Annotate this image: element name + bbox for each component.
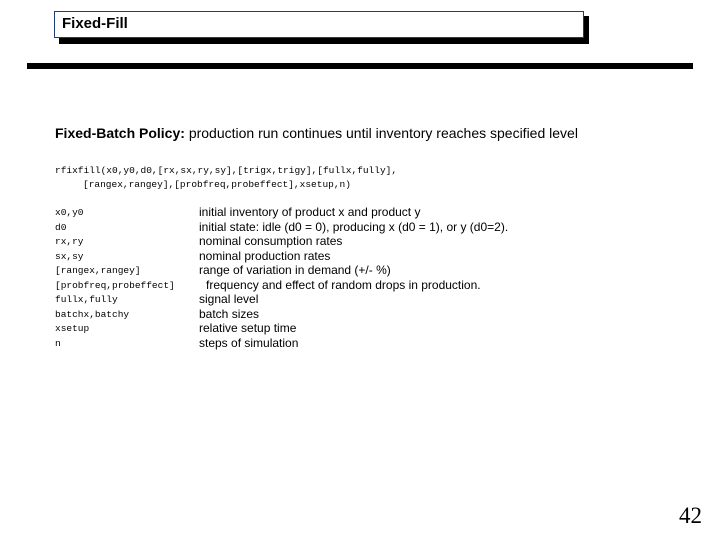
param-name: [rangex,rangey] xyxy=(55,265,141,276)
param-row xyxy=(55,321,695,336)
param-name: rx,ry xyxy=(55,236,84,247)
param-row xyxy=(55,307,695,322)
param-row xyxy=(55,278,695,293)
signature-line-2: [rangex,rangey],[probfreq,probeffect],xsetup,n) xyxy=(83,179,351,190)
page-number: 42 xyxy=(679,503,702,528)
param-row xyxy=(55,263,695,278)
param-desc: nominal production rates xyxy=(199,248,331,263)
param-row xyxy=(55,292,695,307)
slide-title: Fixed-Fill xyxy=(62,15,128,32)
param-name: fullx,fully xyxy=(55,294,118,305)
param-name: [probfreq,probeffect] xyxy=(55,279,175,291)
policy-text: production run continues until inventory reaches specified level xyxy=(188,125,578,141)
param-desc: initial inventory of product x and product y xyxy=(199,205,421,219)
param-name: batchx,batchy xyxy=(55,308,130,320)
policy-label: Fixed-Batch Policy: xyxy=(55,125,185,141)
param-desc: frequency and effect of random drops in production. xyxy=(206,277,481,292)
param-name: sx,sy xyxy=(55,250,84,262)
param-name: n xyxy=(55,337,61,349)
horizontal-rule xyxy=(27,63,693,69)
param-row xyxy=(55,249,695,264)
policy-line xyxy=(55,124,578,142)
function-signature xyxy=(55,164,397,192)
param-row xyxy=(55,234,695,249)
param-name: xsetup xyxy=(55,323,90,334)
param-name: d0 xyxy=(55,221,67,233)
param-desc: nominal consumption rates xyxy=(199,234,343,248)
signature-line-1: rfixfill(x0,y0,d0,[rx,sx,ry,sy],[trigx,trigy],[fullx,fully], xyxy=(55,165,398,176)
param-desc: signal level xyxy=(199,292,259,306)
param-desc: range of variation in demand (+/- %) xyxy=(199,263,391,277)
param-desc: batch sizes xyxy=(199,306,260,321)
parameter-list xyxy=(55,205,695,350)
param-name: x0,y0 xyxy=(55,207,84,218)
param-desc: initial state: idle (d0 = 0), producing x (d0 = 1), or y (d0=2). xyxy=(199,219,509,234)
param-desc: steps of simulation xyxy=(199,335,299,350)
param-row xyxy=(55,336,695,351)
param-row xyxy=(55,205,695,220)
title-box xyxy=(54,11,584,38)
param-desc: relative setup time xyxy=(199,321,297,335)
param-row xyxy=(55,220,695,235)
